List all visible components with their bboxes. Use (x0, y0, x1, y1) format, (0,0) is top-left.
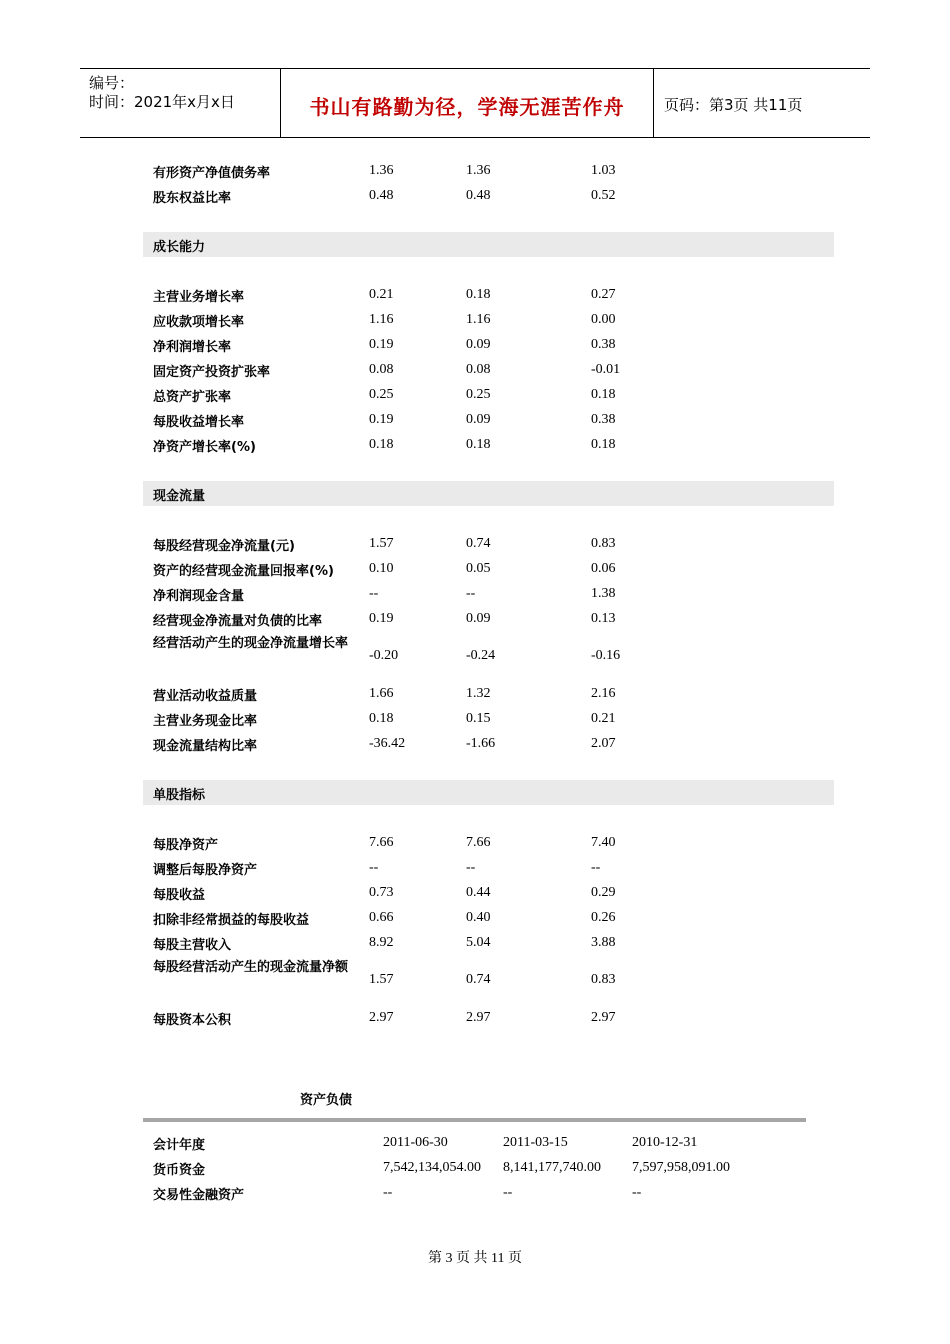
row-label: 会计年度 (153, 1138, 206, 1153)
ratio-row (143, 282, 834, 307)
section-header-per-share (143, 780, 834, 805)
row-value-1: 2.97 (369, 1010, 394, 1025)
row-value-2: -0.24 (466, 648, 496, 663)
row-value-2: 0.09 (466, 412, 491, 427)
row-label: 净利润现金含量 (153, 589, 245, 604)
row-value-2: 0.15 (466, 711, 491, 726)
ratio-row (143, 556, 834, 581)
ratio-row (143, 581, 834, 606)
balance-sheet-divider (143, 1118, 806, 1122)
row-value-2: 0.08 (466, 362, 491, 377)
header-page-cell (654, 69, 870, 137)
section-title: 现金流量 (153, 489, 206, 504)
row-value-3: -- (591, 860, 601, 875)
row-label: 现金流量结构比率 (153, 739, 258, 754)
balance-sheet-row (143, 1155, 806, 1180)
row-label: 货币资金 (153, 1163, 206, 1178)
row-value-1: 0.73 (369, 885, 394, 900)
row-value-3: 0.52 (591, 188, 616, 203)
header-motto: 书山有路勤为径，学海无涯苦作舟 (309, 95, 625, 119)
row-value-3: -- (632, 1185, 642, 1200)
row-value-3: 3.88 (591, 935, 616, 950)
row-value-1: 0.48 (369, 188, 394, 203)
row-value-2: 8,141,177,740.00 (503, 1160, 601, 1175)
row-label: 净利润增长率 (153, 340, 232, 355)
row-label: 资产的经营现金流量回报率(%) (153, 564, 334, 579)
row-value-1: 8.92 (369, 935, 394, 950)
row-value-2: -- (466, 586, 476, 601)
row-value-1: 7.66 (369, 835, 394, 850)
ratio-row (143, 681, 834, 706)
row-value-3: 7,597,958,091.00 (632, 1160, 730, 1175)
ratio-row (143, 955, 834, 1005)
header-meta-cell (80, 69, 281, 137)
row-value-2: 0.05 (466, 561, 491, 576)
row-value-1: 1.66 (369, 686, 394, 701)
row-value-1: 0.19 (369, 611, 394, 626)
row-value-1: 0.25 (369, 387, 394, 402)
page-header (80, 68, 870, 138)
row-label: 股东权益比率 (153, 191, 232, 206)
document-number-label: 编号： (89, 74, 135, 92)
balance-sheet-title: 资产负债 (300, 1093, 353, 1108)
row-value-2: 2011-03-15 (503, 1135, 568, 1150)
row-value-1: 0.18 (369, 711, 394, 726)
ratio-row (143, 357, 834, 382)
ratio-row (143, 382, 834, 407)
row-value-3: 0.18 (591, 437, 616, 452)
row-value-2: 0.48 (466, 188, 491, 203)
row-value-1: -36.42 (369, 736, 406, 751)
row-value-1: 0.66 (369, 910, 394, 925)
row-label: 每股收益增长率 (153, 415, 245, 430)
row-value-3: 7.40 (591, 835, 616, 850)
row-value-3: 0.29 (591, 885, 616, 900)
row-value-1: 0.18 (369, 437, 394, 452)
row-value-3: 2.07 (591, 736, 616, 751)
row-value-2: 2.97 (466, 1010, 491, 1025)
row-label: 营业活动收益质量 (153, 689, 258, 704)
row-value-1: 1.16 (369, 312, 394, 327)
row-value-1: -- (369, 586, 379, 601)
ratio-row (143, 731, 834, 756)
row-value-1: 7,542,134,054.00 (383, 1160, 481, 1175)
section-header-cash-flow (143, 481, 834, 506)
row-value-2: -- (503, 1185, 513, 1200)
row-value-2: 0.74 (466, 972, 491, 987)
row-value-1: 0.10 (369, 561, 394, 576)
row-label: 应收款项增长率 (153, 315, 245, 330)
ratio-row (143, 307, 834, 332)
ratio-row (143, 432, 834, 457)
row-value-3: 0.38 (591, 337, 616, 352)
row-value-2: 5.04 (466, 935, 491, 950)
row-value-2: 0.18 (466, 287, 491, 302)
ratio-row (143, 407, 834, 432)
ratio-row (143, 830, 834, 855)
row-label: 每股经营现金净流量(元) (153, 539, 295, 554)
ratio-row (143, 855, 834, 880)
row-value-3: 0.13 (591, 611, 616, 626)
row-value-3: 1.38 (591, 586, 616, 601)
page-footer: 第 3 页 共 11 页 (428, 1251, 522, 1266)
row-value-1: 1.36 (369, 163, 394, 178)
row-label: 主营业务现金比率 (153, 714, 258, 729)
row-value-2: 7.66 (466, 835, 491, 850)
row-value-2: 0.25 (466, 387, 491, 402)
row-value-2: -- (466, 860, 476, 875)
row-value-1: 0.19 (369, 337, 394, 352)
row-label: 固定资产投资扩张率 (153, 365, 271, 380)
row-value-3: 0.83 (591, 972, 616, 987)
row-value-3: -0.16 (591, 648, 621, 663)
balance-sheet-row (143, 1130, 806, 1155)
row-label: 有形资产净值债务率 (153, 166, 271, 181)
row-value-2: 1.36 (466, 163, 491, 178)
balance-sheet-row (143, 1180, 806, 1205)
row-value-3: 2.97 (591, 1010, 616, 1025)
row-value-1: 0.21 (369, 287, 394, 302)
row-value-1: -0.20 (369, 648, 399, 663)
row-label: 净资产增长率(%) (153, 440, 256, 455)
row-value-2: -1.66 (466, 736, 496, 751)
row-value-1: -- (383, 1185, 393, 1200)
row-value-3: 0.38 (591, 412, 616, 427)
ratio-row (143, 930, 834, 955)
row-label: 总资产扩张率 (153, 390, 232, 405)
ratio-row (143, 158, 834, 183)
row-label: 调整后每股净资产 (153, 863, 258, 878)
row-value-2: 0.09 (466, 611, 491, 626)
row-value-3: 2.16 (591, 686, 616, 701)
row-value-3: 0.18 (591, 387, 616, 402)
row-label: 每股净资产 (153, 838, 219, 853)
ratio-row (143, 880, 834, 905)
row-value-3: 0.06 (591, 561, 616, 576)
row-value-2: 1.32 (466, 686, 491, 701)
header-page-info: 页码：第3页 共11页 (664, 96, 803, 114)
row-label: 每股收益 (153, 888, 206, 903)
ratio-row (143, 631, 834, 681)
document-time-label: 时间：2021年x月x日 (89, 93, 235, 111)
row-label: 每股经营活动产生的现金流量净额 (153, 960, 349, 975)
section-title: 单股指标 (153, 788, 206, 803)
row-value-3: 0.26 (591, 910, 616, 925)
row-label: 每股主营收入 (153, 938, 232, 953)
ratio-row (143, 606, 834, 631)
row-value-3: -0.01 (591, 362, 621, 377)
row-value-3: 0.21 (591, 711, 616, 726)
row-value-3: 0.00 (591, 312, 616, 327)
section-title: 成长能力 (153, 240, 206, 255)
row-value-1: 0.08 (369, 362, 394, 377)
row-value-1: 1.57 (369, 536, 394, 551)
row-value-1: 2011-06-30 (383, 1135, 448, 1150)
ratio-row (143, 706, 834, 731)
row-value-2: 0.09 (466, 337, 491, 352)
row-value-2: 0.74 (466, 536, 491, 551)
row-value-2: 1.16 (466, 312, 491, 327)
row-label: 经营现金净流量对负债的比率 (153, 614, 323, 629)
row-value-3: 1.03 (591, 163, 616, 178)
row-value-3: 0.27 (591, 287, 616, 302)
ratio-row (143, 905, 834, 930)
section-header-growth (143, 232, 834, 257)
row-value-2: 0.44 (466, 885, 491, 900)
row-value-1: -- (369, 860, 379, 875)
row-label: 每股资本公积 (153, 1013, 232, 1028)
row-value-1: 1.57 (369, 972, 394, 987)
row-value-1: 0.19 (369, 412, 394, 427)
ratio-row (143, 183, 834, 208)
header-motto-cell (281, 69, 654, 137)
row-value-3: 0.83 (591, 536, 616, 551)
ratio-row (143, 531, 834, 556)
row-label: 扣除非经常损益的每股收益 (153, 913, 310, 928)
ratio-row (143, 1005, 834, 1030)
ratio-row (143, 332, 834, 357)
row-value-3: 2010-12-31 (632, 1135, 698, 1150)
row-value-2: 0.18 (466, 437, 491, 452)
row-value-2: 0.40 (466, 910, 491, 925)
row-label: 主营业务增长率 (153, 290, 245, 305)
row-label: 交易性金融资产 (153, 1188, 245, 1203)
row-label: 经营活动产生的现金净流量增长率 (153, 636, 349, 651)
